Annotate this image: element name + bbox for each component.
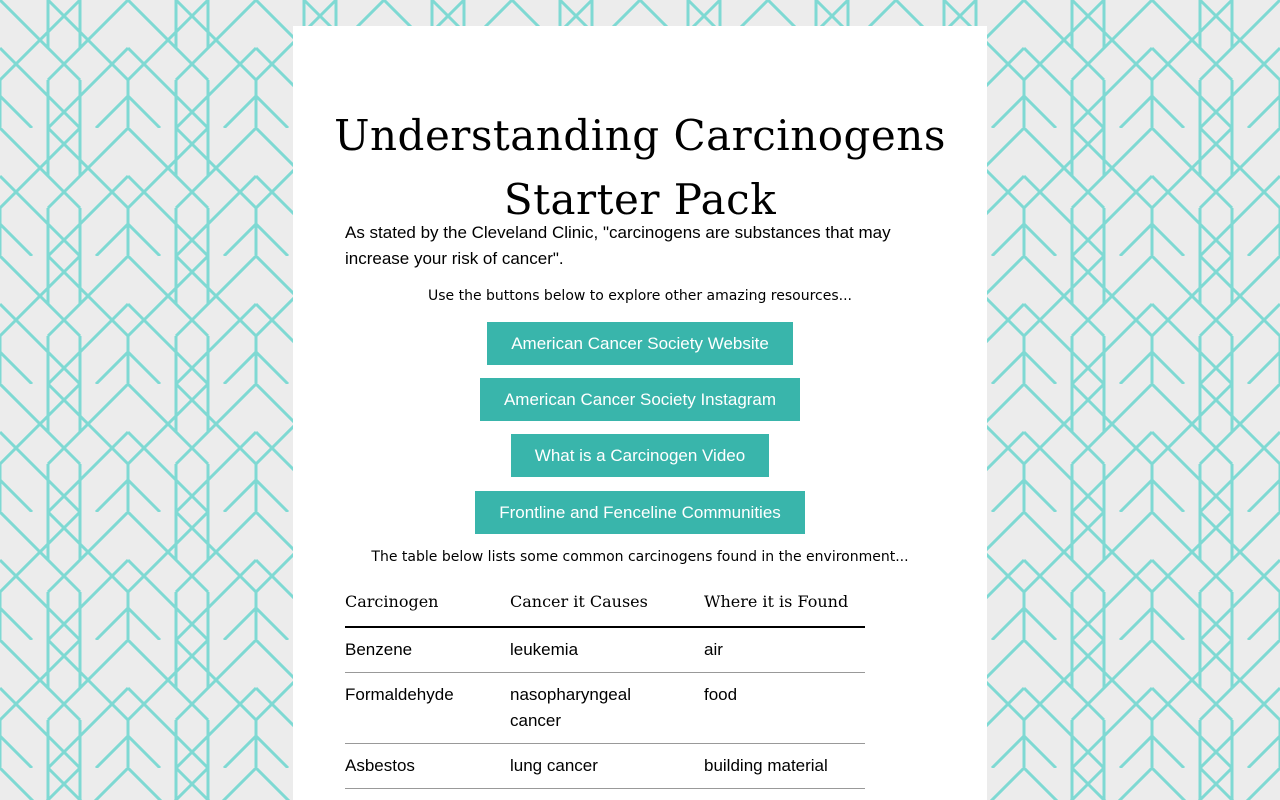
table-row [345,627,865,673]
acs-website-button[interactable]: American Cancer Society Website [487,322,793,365]
table-row [345,744,865,789]
cell-location: air [704,627,865,673]
column-header-location: Where it is Found [704,580,865,627]
table-row [345,673,865,744]
cell-cancer: nasopharyngeal cancer [510,673,704,744]
cell-location: building material [704,744,865,789]
cell-cancer: lung cancer [510,744,704,789]
frontline-communities-button[interactable]: Frontline and Fenceline Communities [475,491,805,534]
intro-quote: As stated by the Cleveland Clinic, "carcinogens are substances that may increase your risk of cancer". [345,223,891,268]
page-title: Understanding Carcinogens Starter Pack [334,111,946,224]
cell-carcinogen: Formaldehyde [345,673,510,744]
carcinogens-table [345,580,865,789]
table-header-row [345,580,865,627]
cell-cancer: leukemia [510,627,704,673]
carcinogen-video-button[interactable]: What is a Carcinogen Video [511,434,769,477]
content-card [293,26,987,800]
column-header-cancer: Cancer it Causes [510,580,704,627]
cell-carcinogen: Benzene [345,627,510,673]
table-note: The table below lists some common carcinogens found in the environment... [371,549,909,565]
acs-instagram-button[interactable]: American Cancer Society Instagram [480,378,800,421]
buttons-note: Use the buttons below to explore other amazing resources... [427,288,852,304]
cell-carcinogen: Asbestos [345,744,510,789]
column-header-carcinogen: Carcinogen [345,580,510,627]
cell-location: food [704,673,865,744]
